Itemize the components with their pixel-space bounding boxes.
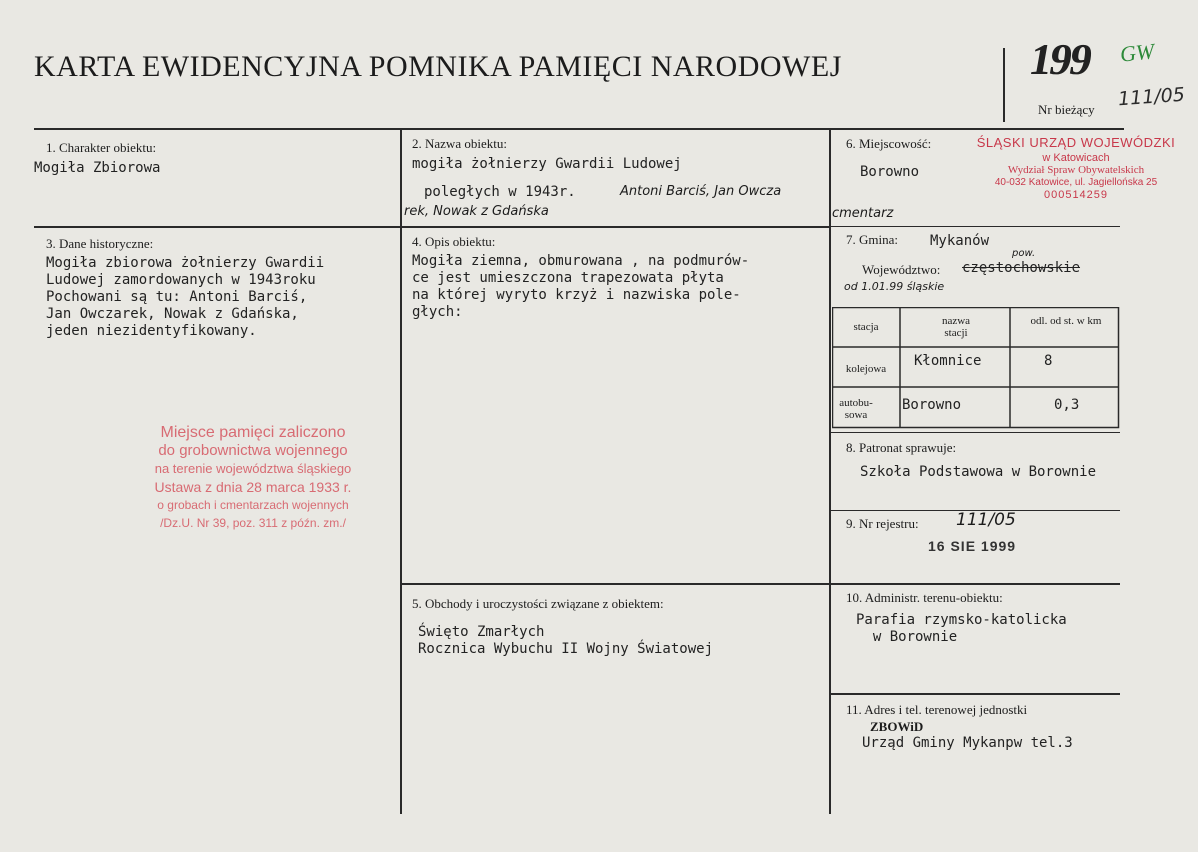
rule-field5 bbox=[400, 583, 830, 585]
field5-text: Święto Zmarłych Rocznica Wybuchu II Wojny Światowej bbox=[418, 624, 714, 657]
field1-value: Mogiła Zbiorowa bbox=[34, 160, 161, 176]
office-stamp-line4: 40-032 Katowice, ul. Jagiellońska 25 bbox=[994, 177, 1158, 188]
field9-date-stamp: 16 SIE 1999 bbox=[928, 538, 1017, 554]
memorial-stamp-line3: na terenie województwa śląskiego bbox=[154, 461, 352, 476]
field8-label: 8. Patronat sprawuje: bbox=[846, 440, 957, 455]
station-row2-name: Borowno bbox=[902, 397, 962, 413]
field3-label: 3. Dane historyczne: bbox=[46, 236, 154, 251]
field6-label: 6. Miejscowość: bbox=[846, 136, 932, 151]
rule-row1 bbox=[34, 226, 830, 228]
station-row2-type: autobu- sowa bbox=[839, 397, 873, 421]
field1-label: 1. Charakter obiektu: bbox=[46, 140, 157, 155]
field7-label: 7. Gmina: bbox=[846, 232, 898, 247]
stations-table bbox=[832, 307, 1120, 429]
rule-field8 bbox=[830, 432, 1120, 433]
field7-hand-below: od 1.01.99 śląskie bbox=[844, 280, 945, 293]
rule-field11 bbox=[830, 693, 1120, 695]
station-row1-type: kolejowa bbox=[845, 363, 887, 375]
field10-label: 10. Administr. terenu-obiektu: bbox=[846, 590, 1003, 605]
stations-header-km: odl. od st. w km bbox=[1030, 315, 1102, 327]
field11-value: Urząd Gminy Mykanpw tel.3 bbox=[862, 735, 1073, 751]
memorial-stamp-line5: o grobach i cmentarzach wojennych bbox=[157, 498, 349, 512]
station-row1-km: 8 bbox=[1044, 353, 1053, 369]
col-divider-1 bbox=[400, 130, 402, 814]
memorial-stamp bbox=[128, 424, 378, 532]
field6-handwritten: cmentarz bbox=[832, 206, 894, 221]
memorial-stamp-line6: /Dz.U. Nr 39, poz. 311 z późn. zm./ bbox=[160, 516, 346, 530]
field7-value: Mykanów bbox=[930, 233, 990, 249]
field9-handwritten: 111/05 bbox=[956, 510, 1016, 530]
field2-handwritten-2: rek, Nowak z Gdańska bbox=[404, 204, 549, 219]
field10-text: Parafia rzymsko-katolicka w Borownie bbox=[856, 612, 1067, 645]
office-stamp-line3: Wydział Spraw Obywatelskich bbox=[1007, 164, 1145, 176]
stations-header-type: stacja bbox=[853, 321, 879, 333]
rule-field10 bbox=[830, 583, 1120, 585]
stations-header-name: nazwa stacji bbox=[941, 315, 971, 339]
office-stamp-line1: ŚLĄSKI URZĄD WOJEWÓDZKI bbox=[976, 135, 1176, 150]
col-divider-2 bbox=[829, 130, 831, 814]
current-number-handwritten: 111/05 bbox=[1117, 83, 1186, 111]
gw-annotation: GW bbox=[1118, 38, 1156, 67]
memorial-stamp-line2: do grobownictwa wojennego bbox=[158, 442, 348, 459]
field7-hand-above: pow. bbox=[1012, 248, 1036, 259]
field3-text: Mogiła zbiorowa żołnierzy Gwardii Ludowej zamordowanych w 1943roku Pochowani są tu: Antoni Barciś, Jan Owczarek, Nowak z Gdańska, jeden niezidentyfikowany. bbox=[46, 255, 325, 339]
field6-value: Borowno bbox=[860, 164, 920, 180]
field2-line1: mogiła żołnierzy Gwardii Ludowej bbox=[412, 156, 682, 172]
field5-label: 5. Obchody i uroczystości związane z obiektem: bbox=[412, 596, 664, 611]
rule-row1-right bbox=[830, 226, 1120, 227]
field7-woj-label: Województwo: bbox=[862, 262, 941, 277]
top-rule bbox=[34, 128, 1124, 130]
field2-line2: poległych w 1943r. bbox=[424, 184, 576, 200]
field9-label: 9. Nr rejestru: bbox=[846, 516, 919, 531]
field8-value: Szkoła Podstawowa w Borownie bbox=[860, 464, 1097, 480]
field4-label: 4. Opis obiektu: bbox=[412, 234, 496, 249]
office-stamp-line5: 000514259 bbox=[1043, 189, 1109, 201]
office-stamp-line2: w Katowicach bbox=[1042, 152, 1110, 164]
field2-label: 2. Nazwa obiektu: bbox=[412, 136, 507, 151]
field2-handwritten-1: Antoni Barciś, Jan Owcza bbox=[620, 184, 782, 199]
office-stamp bbox=[976, 134, 1176, 202]
current-number-label: Nr bieżący bbox=[1038, 102, 1095, 117]
memorial-stamp-line1: Miejsce pamięci zaliczono bbox=[160, 424, 346, 441]
field7-woj-value: częstochowskie bbox=[962, 260, 1081, 276]
current-number: 199 bbox=[1025, 35, 1095, 84]
field11-org: ZBOWiD bbox=[870, 719, 924, 734]
card-title: KARTA EWIDENCYJNA POMNIKA PAMIĘCI NARODOWEJ bbox=[34, 50, 842, 83]
memorial-stamp-line4: Ustawa z dnia 28 marca 1933 r. bbox=[154, 479, 352, 495]
station-row1-name: Kłomnice bbox=[914, 353, 982, 369]
field11-label: 11. Adres i tel. terenowej jednostki bbox=[846, 702, 1028, 717]
field4-text: Mogiła ziemna, obmurowana , na podmurów- ce jest umieszczona trapezowata płyta na której wyryto krzyż i nazwiska pole- głych: bbox=[412, 253, 750, 320]
station-row2-km: 0,3 bbox=[1054, 397, 1080, 413]
header-divider bbox=[1003, 48, 1005, 122]
